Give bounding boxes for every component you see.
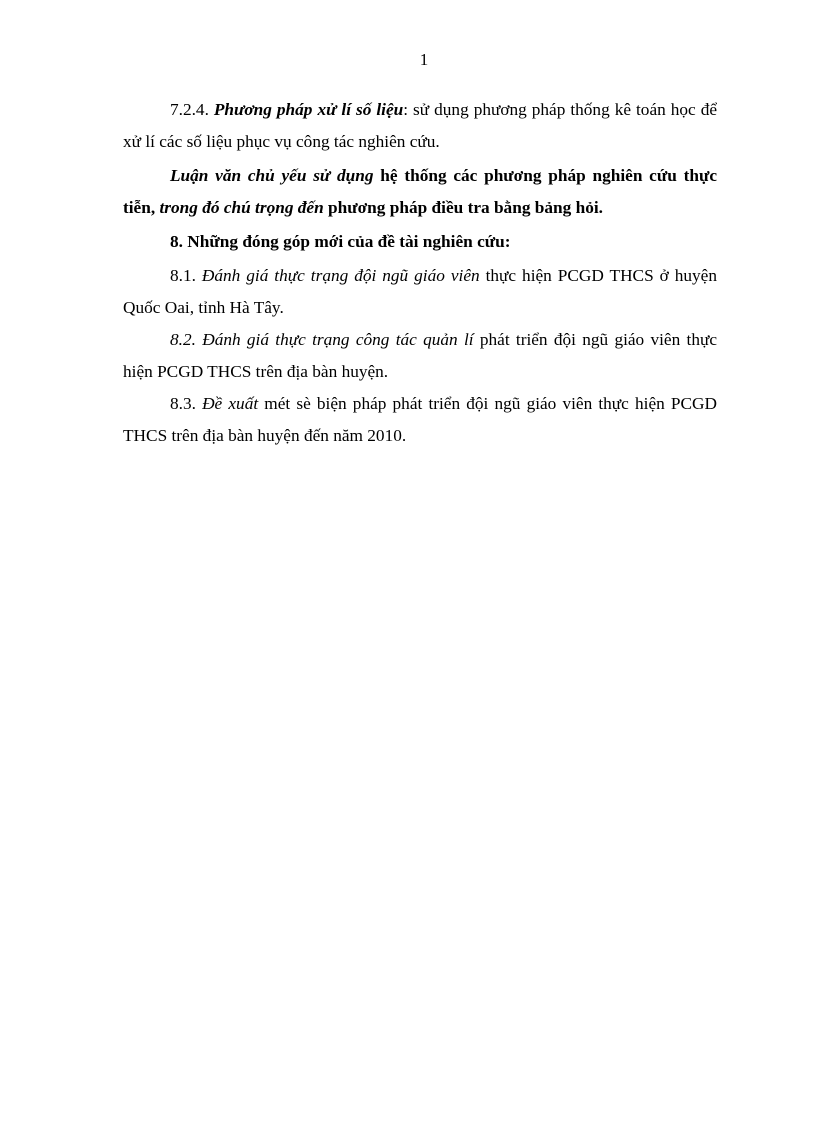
emphasis-text: Luận văn chủ yếu sử dụng bbox=[170, 166, 374, 185]
section-number: 7.2.4. bbox=[170, 100, 214, 119]
section-heading-emphasis: Phương pháp xử lí số liệu bbox=[213, 100, 404, 119]
paragraph-contribution-8-1 bbox=[123, 260, 717, 324]
paragraph-text: : sử dụng phương pháp thống kê toán học để xử lí các số liệu phục vụ công tác nghiên cứu. bbox=[123, 100, 717, 151]
paragraph-contribution-8-2 bbox=[123, 324, 717, 388]
section-heading-contributions: 8. Những đóng góp mới của đề tài nghiên cứu: bbox=[170, 232, 511, 251]
paragraph-text: phương pháp điều tra bằng bảng hỏi. bbox=[323, 198, 603, 217]
section-number: 8.1. bbox=[170, 266, 202, 285]
emphasis-text: trong đó chú trọng đến bbox=[159, 198, 324, 217]
paragraph-thesis-methods bbox=[123, 160, 717, 224]
emphasis-text: 8.2. Đánh giá thực trạng công tác quản lí bbox=[170, 330, 474, 349]
paragraph-text: hệ thống các phương pháp nghiên cứu thực tiễn, bbox=[123, 166, 717, 217]
emphasis-text: Đánh giá thực trạng đội ngũ giáo viên bbox=[201, 266, 480, 285]
emphasis-text: Đề xuất bbox=[202, 394, 259, 413]
paragraph-text: phát triển đội ngũ giáo viên thực hiện PCGD THCS trên địa bàn huyện. bbox=[123, 330, 718, 381]
paragraph-data-processing-method bbox=[123, 94, 717, 158]
paragraph-text: mét sè biện pháp phát triển đội ngũ giáo viên thực hiện PCGD THCS trên địa bàn huyện đến năm 2010. bbox=[123, 394, 717, 445]
section-number: 8.3. bbox=[170, 394, 203, 413]
document-body bbox=[123, 94, 717, 454]
paragraph-contribution-8-3 bbox=[123, 388, 717, 452]
page-number: 1 bbox=[419, 50, 429, 69]
paragraph-text: thực hiện PCGD THCS ở huyện Quốc Oai, tỉnh Hà Tây. bbox=[123, 266, 717, 317]
